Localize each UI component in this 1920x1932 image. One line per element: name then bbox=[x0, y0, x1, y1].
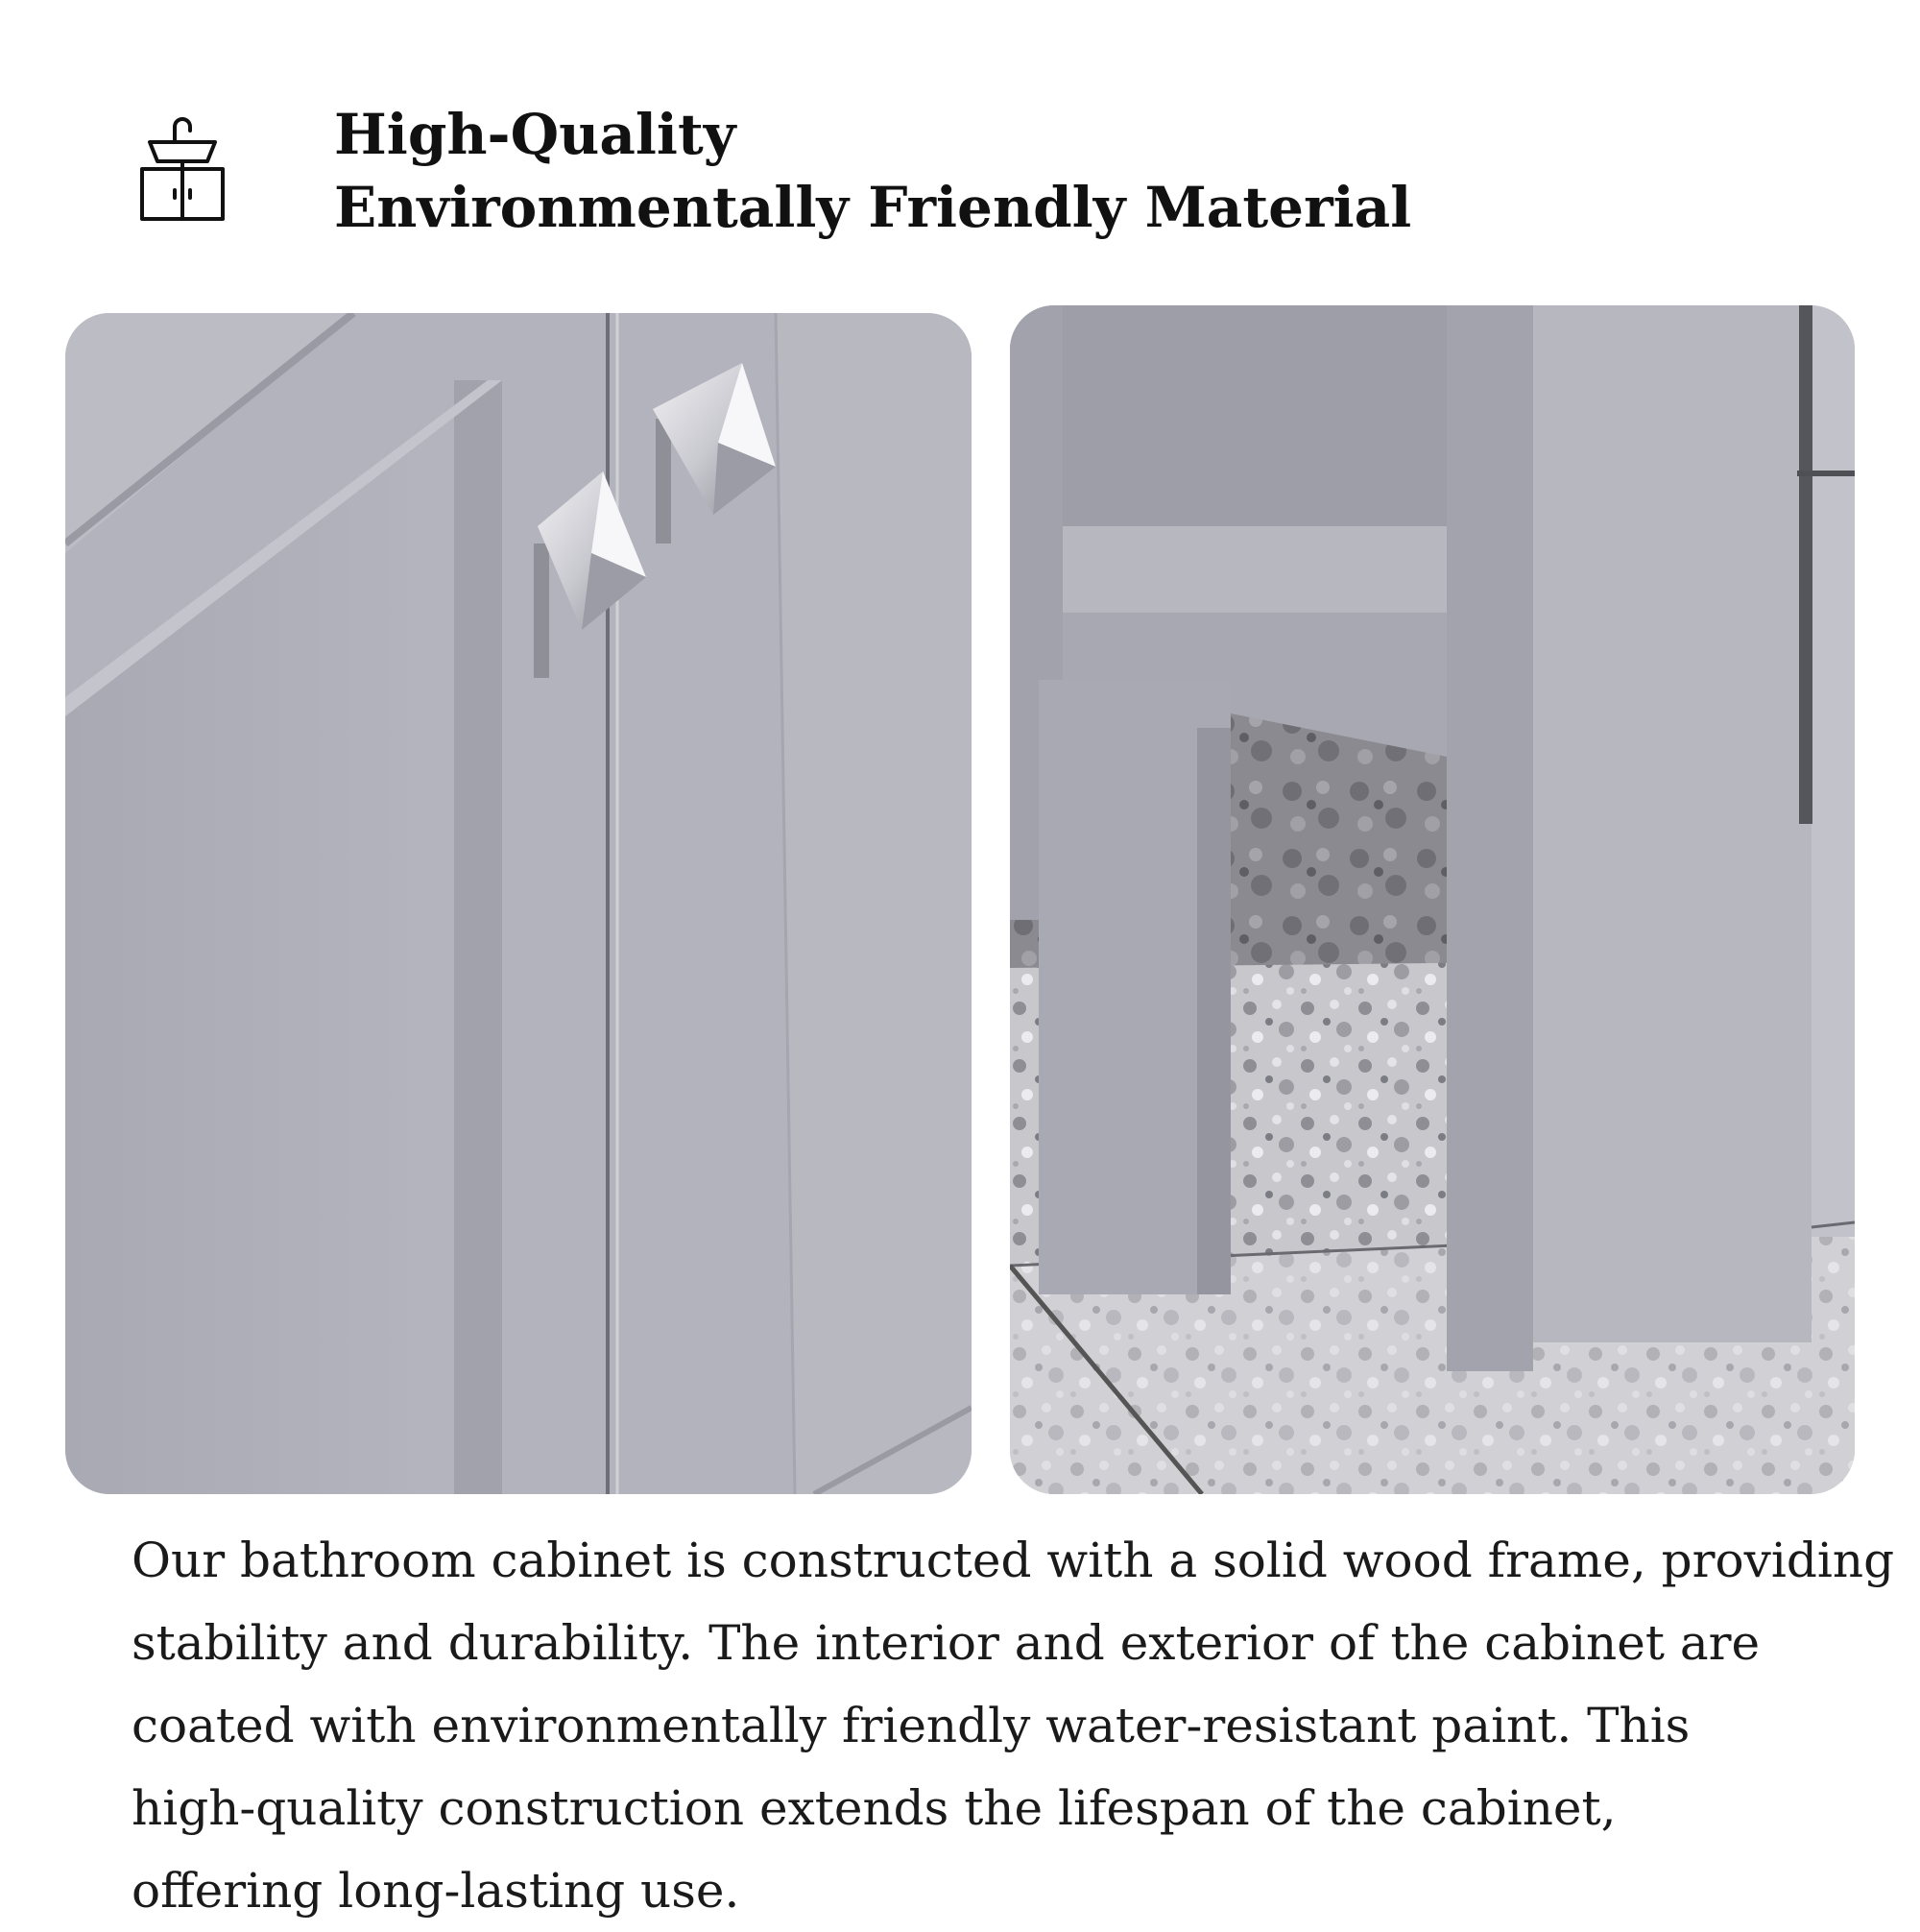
product-description bbox=[132, 1519, 1895, 1932]
description-line-3: coated with environmentally friendly water-resistant paint. This bbox=[132, 1698, 1691, 1753]
description-line-2: stability and durability. The interior and exterior of the cabinet are bbox=[132, 1615, 1761, 1671]
description-line-4: high-quality construction extends the lifespan of the cabinet, bbox=[132, 1780, 1617, 1836]
title-line-2: Environmentally Friendly Material bbox=[334, 175, 1412, 240]
section-title bbox=[334, 98, 1411, 244]
description-line-5: offering long-lasting use. bbox=[132, 1863, 740, 1919]
description-line-1: Our bathroom cabinet is constructed with a solid wood frame, providing bbox=[132, 1533, 1895, 1588]
cabinet-base-photo bbox=[1010, 305, 1855, 1494]
sink-cabinet-icon bbox=[136, 113, 228, 225]
title-line-1: High-Quality bbox=[334, 102, 736, 167]
cabinet-doors-photo bbox=[65, 313, 972, 1494]
